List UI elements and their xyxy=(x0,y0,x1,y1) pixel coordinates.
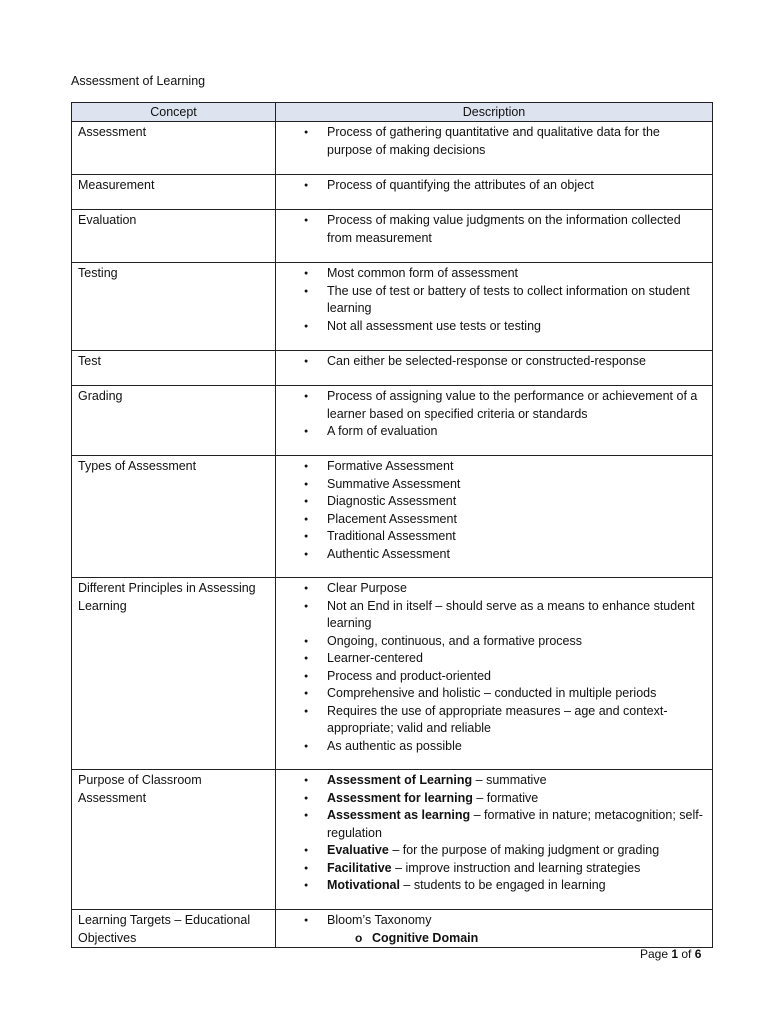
list-item xyxy=(276,388,706,423)
list-item xyxy=(276,738,706,756)
list-item xyxy=(276,668,706,686)
table-row xyxy=(72,578,713,770)
table-row xyxy=(72,456,713,578)
bullet-icon: ● xyxy=(304,794,309,802)
sub-list-item xyxy=(276,930,706,948)
item-text: Bloom’s Taxonomy xyxy=(327,913,432,927)
item-text: Diagnostic Assessment xyxy=(327,494,457,508)
item-bold-term: Evaluative xyxy=(327,843,389,857)
bullet-icon: ● xyxy=(304,917,309,924)
item-bold-term: Motivational xyxy=(327,878,400,892)
table-row xyxy=(72,263,713,351)
item-text: – formative xyxy=(472,790,539,805)
list-item xyxy=(276,318,706,336)
bullet-icon: ● xyxy=(304,287,309,295)
item-text: Process of making value judgments on the information collected from measurement xyxy=(327,213,681,245)
list-item xyxy=(276,633,706,651)
table-row xyxy=(72,910,713,948)
bullet-icon: ● xyxy=(304,777,309,784)
bullet-icon: ● xyxy=(304,707,309,715)
list-item xyxy=(276,458,706,476)
item-text: Placement Assessment xyxy=(327,511,457,526)
item-text: Not an End in itself – should serve as a means to enhance student learning xyxy=(327,598,695,630)
item-text: – formative in nature; metacognition; self-regulation xyxy=(327,808,703,840)
list-item xyxy=(276,912,706,930)
bullet-icon: ● xyxy=(304,672,309,680)
bullet-icon: ● xyxy=(304,585,309,592)
list-item xyxy=(276,212,706,247)
item-text: Learner-centered xyxy=(327,651,423,665)
description-cell xyxy=(276,122,713,175)
item-text: Not all assessment use tests or testing xyxy=(327,318,541,333)
bullet-icon: ● xyxy=(304,864,309,872)
description-list xyxy=(276,212,706,247)
document-title: Assessment of Learning xyxy=(71,74,206,88)
description-list xyxy=(276,353,706,371)
bullet-icon: ● xyxy=(304,498,309,505)
bullet-icon: ● xyxy=(304,480,309,488)
concept-cell: Assessment xyxy=(72,122,276,175)
concept-cell: Grading xyxy=(72,386,276,456)
description-cell xyxy=(276,910,713,948)
item-text: As authentic as possible xyxy=(327,738,462,753)
item-bold-term: Facilitative xyxy=(327,860,392,875)
description-cell xyxy=(276,456,713,578)
description-cell xyxy=(276,386,713,456)
table-row xyxy=(72,122,713,175)
item-text: Ongoing, continuous, and a formative process xyxy=(327,633,583,648)
item-text: – for the purpose of making judgment or grading xyxy=(388,843,660,857)
description-list xyxy=(276,124,706,159)
list-item xyxy=(276,703,706,738)
concept-cell: Types of Assessment xyxy=(72,456,276,578)
item-bold-term: Assessment of Learning xyxy=(327,773,473,787)
description-cell xyxy=(276,210,713,263)
item-text: – students to be engaged in learning xyxy=(399,878,606,892)
list-item xyxy=(276,476,706,494)
item-text: Process and product-oriented xyxy=(327,668,491,683)
description-cell xyxy=(276,263,713,351)
item-bold-term: Assessment as learning xyxy=(327,808,471,822)
item-text: – improve instruction and learning strategies xyxy=(391,860,641,875)
item-bold-term: Cognitive Domain xyxy=(372,930,479,945)
item-text: Traditional Assessment xyxy=(327,529,456,543)
bullet-icon: ● xyxy=(304,550,309,558)
table-row xyxy=(72,386,713,456)
bullet-icon: ● xyxy=(304,217,309,224)
bullet-icon: ● xyxy=(304,515,309,523)
list-item xyxy=(276,423,706,441)
current-page: 1 xyxy=(671,947,679,961)
table-row xyxy=(72,210,713,263)
item-text: Can either be selected-response or constructed-response xyxy=(327,354,646,368)
item-text: Process of assigning value to the performance or achievement of a learner based on specified criteria or standards xyxy=(327,389,698,421)
concept-cell: Testing xyxy=(72,263,276,351)
page-of: of xyxy=(678,947,695,961)
list-item xyxy=(276,685,706,703)
list-item xyxy=(276,650,706,668)
bullet-icon: ● xyxy=(304,690,309,697)
bullet-icon: ● xyxy=(304,533,309,540)
list-item xyxy=(276,283,706,318)
concept-cell: Learning Targets – Educational Objectives xyxy=(72,910,276,948)
bullet-icon: ● xyxy=(304,428,309,435)
description-list xyxy=(276,458,706,563)
item-text: Summative Assessment xyxy=(327,476,461,491)
bullet-icon: ● xyxy=(304,393,309,400)
bullet-icon: ● xyxy=(304,602,309,610)
item-text: Process of quantifying the attributes of an object xyxy=(327,178,594,192)
item-text: The use of test or battery of tests to collect information on student learning xyxy=(327,283,690,315)
list-item xyxy=(276,807,706,842)
concept-cell: Evaluation xyxy=(72,210,276,263)
bullet-icon: ● xyxy=(304,182,309,189)
sub-bullet-icon: o xyxy=(355,930,363,945)
description-cell xyxy=(276,770,713,910)
item-text: Comprehensive and holistic – conducted in multiple periods xyxy=(327,686,657,700)
list-item xyxy=(276,546,706,564)
list-item xyxy=(276,493,706,511)
list-item xyxy=(276,177,706,195)
description-list xyxy=(276,912,706,947)
item-text: Formative Assessment xyxy=(327,459,454,473)
table-row xyxy=(72,770,713,910)
item-text: A form of evaluation xyxy=(327,424,438,438)
bullet-icon: ● xyxy=(304,358,309,365)
list-item xyxy=(276,124,706,159)
page-prefix: Page xyxy=(640,947,672,961)
description-list xyxy=(276,265,706,335)
concept-cell: Measurement xyxy=(72,175,276,210)
concept-column-header: Concept xyxy=(72,103,276,122)
table-body xyxy=(72,122,713,948)
list-item xyxy=(276,598,706,633)
list-item xyxy=(276,353,706,371)
bullet-icon: ● xyxy=(304,655,309,662)
list-item xyxy=(276,790,706,808)
concept-cell: Test xyxy=(72,351,276,386)
bullet-icon: ● xyxy=(304,882,309,889)
table-row xyxy=(72,175,713,210)
bullet-icon: ● xyxy=(304,129,309,136)
description-list xyxy=(276,772,706,895)
page-number xyxy=(640,947,701,961)
bullet-icon: ● xyxy=(304,847,309,854)
description-list xyxy=(276,177,706,195)
item-bold-term: Assessment for learning xyxy=(327,790,473,805)
list-item xyxy=(276,772,706,790)
item-text: – summative xyxy=(472,773,547,787)
bullet-icon: ● xyxy=(304,812,309,819)
description-column-header: Description xyxy=(276,103,713,122)
total-pages: 6 xyxy=(694,947,702,961)
description-list xyxy=(276,388,706,441)
concept-cell: Purpose of Classroom Assessment xyxy=(72,770,276,910)
list-item xyxy=(276,265,706,283)
description-cell xyxy=(276,578,713,770)
bullet-icon: ● xyxy=(304,637,309,645)
list-item xyxy=(276,511,706,529)
list-item xyxy=(276,580,706,598)
bullet-icon: ● xyxy=(304,270,309,277)
table-header-row xyxy=(72,103,713,122)
item-text: Clear Purpose xyxy=(327,581,407,595)
description-list xyxy=(276,580,706,755)
bullet-icon: ● xyxy=(304,463,309,470)
bullet-icon: ● xyxy=(304,322,309,330)
item-text: Process of gathering quantitative and qualitative data for the purpose of making decisions xyxy=(327,125,660,157)
item-text: Most common form of assessment xyxy=(327,266,519,280)
concept-table xyxy=(71,102,713,948)
table-row xyxy=(72,351,713,386)
item-text: Authentic Assessment xyxy=(327,546,450,561)
item-text: Requires the use of appropriate measures – age and context-appropriate; valid and reliable xyxy=(327,703,668,735)
list-item xyxy=(276,842,706,860)
description-cell xyxy=(276,351,713,386)
description-cell xyxy=(276,175,713,210)
concept-cell: Different Principles in Assessing Learning xyxy=(72,578,276,770)
list-item xyxy=(276,528,706,546)
list-item xyxy=(276,877,706,895)
list-item xyxy=(276,860,706,878)
bullet-icon: ● xyxy=(304,742,309,750)
